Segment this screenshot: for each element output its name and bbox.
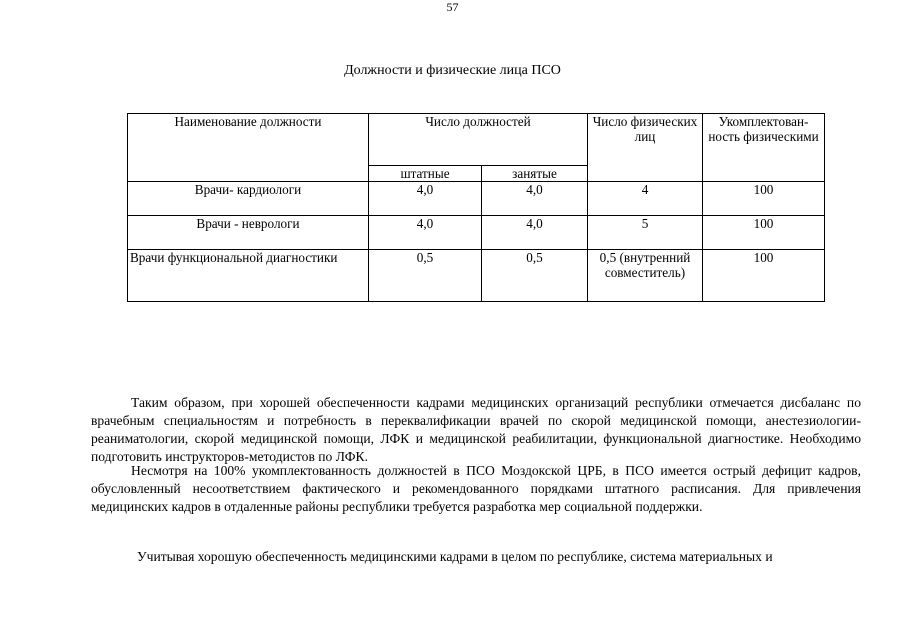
table-row — [128, 216, 825, 250]
row-staffing: 100 — [703, 182, 825, 216]
body-paragraph: Несмотря на 100% укомплектованность должностей в ПСО Моздокской ЦРБ, в ПСО имеется острый дефицит кадров, обусловленный несоответствием фактического и рекомендованного порядками штатного расписания. Для привлечения медицинских кадров в отдаленные районы республики требуется разработка мер социальной поддержки. — [91, 463, 861, 514]
header-positions-count: Число должностей — [369, 114, 588, 166]
row-staffing: 100 — [703, 216, 825, 250]
header-position-name: Наименование должности — [128, 114, 369, 182]
row-individuals: 5 — [588, 216, 703, 250]
header-staffing: Укомплектован-ность физическими — [703, 114, 825, 182]
row-occupied: 4,0 — [482, 216, 588, 250]
row-staff: 0,5 — [369, 250, 482, 302]
page-number: 57 — [446, 0, 459, 14]
table-row — [128, 182, 825, 216]
header-individuals: Число физических лиц — [588, 114, 703, 182]
row-staffing: 100 — [703, 250, 825, 302]
row-position-name: Врачи - неврологи — [128, 216, 369, 250]
table-header-row — [128, 114, 825, 166]
row-occupied: 4,0 — [482, 182, 588, 216]
row-occupied: 0,5 — [482, 250, 588, 302]
row-position-name: Врачи- кардиологи — [128, 182, 369, 216]
body-paragraph: Учитывая хорошую обеспеченность медицинскими кадрами в целом по республике, система материальных и — [137, 549, 773, 564]
row-individuals: 4 — [588, 182, 703, 216]
row-position-name: Врачи функциональной диагностики — [128, 250, 369, 302]
table-row — [128, 250, 825, 302]
header-staff-positions: штатные — [369, 166, 482, 182]
row-individuals: 0,5 (внутренний совместитель) — [588, 250, 703, 302]
table-title: Должности и физические лица ПСО — [344, 63, 561, 78]
header-occupied-positions: занятые — [482, 166, 588, 182]
row-staff: 4,0 — [369, 182, 482, 216]
row-staff: 4,0 — [369, 216, 482, 250]
body-paragraph: Таким образом, при хорошей обеспеченности кадрами медицинских организаций республики отмечается дисбаланс по врачебным специальностям и потребность в переквалификации врачей по скорой медицинской помощи, анестезиологии-реаниматологии, скорой медицинской помощи, ЛФК и медицинской реабилитации, функциональной диагностике. Необходимо подготовить инструкторов-методистов по ЛФК. — [91, 395, 861, 464]
positions-table — [127, 113, 825, 302]
